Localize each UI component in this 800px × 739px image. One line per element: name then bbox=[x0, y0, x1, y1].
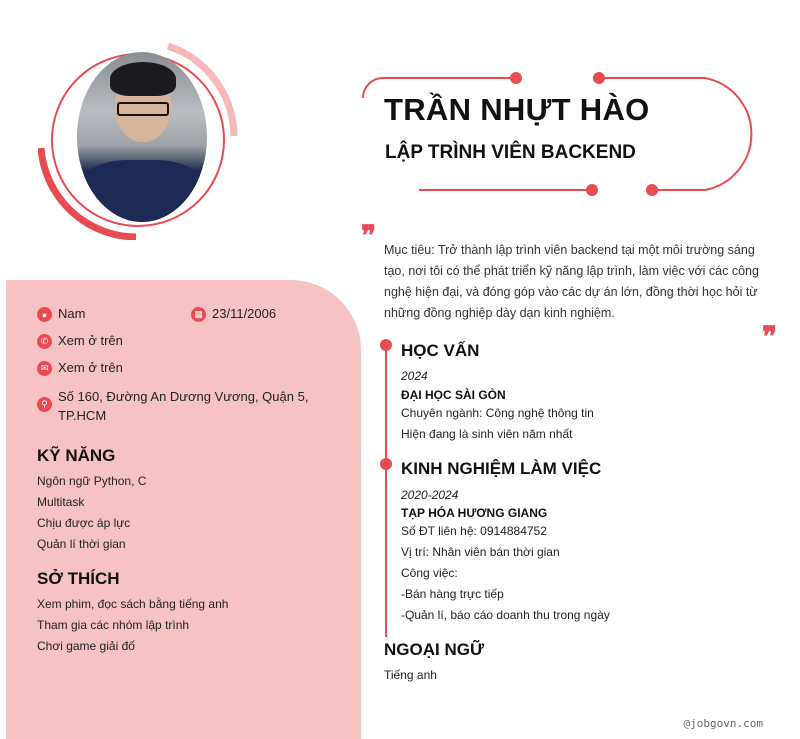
birthday-value: 23/11/2006 bbox=[212, 306, 277, 321]
timeline-dot bbox=[380, 458, 392, 470]
list-item: -Quản lí, báo cáo doanh thu trong ngày bbox=[401, 608, 610, 622]
list-item: Ngôn ngữ Python, C bbox=[37, 474, 147, 488]
education-year: 2024 bbox=[401, 369, 428, 383]
user-icon: ● bbox=[37, 307, 52, 322]
candidate-name: TRẦN NHỰT HÀO bbox=[384, 92, 650, 127]
list-item: -Bán hàng trực tiếp bbox=[401, 587, 504, 601]
education-status: Hiện đang là sinh viên năm nhất bbox=[401, 427, 573, 441]
birthday-row bbox=[191, 306, 276, 322]
objective-text: Mục tiêu: Trở thành lập trình viên backend tại một môi trường sáng tạo, nơi tôi có thể phát triển kỹ năng lập trình, làm việc với các công nghệ hiện đại, và đóng góp vào các dự án lớn, đồng thời học hỏi từ những đồng nghiệp dày dạn kinh nghiệm. bbox=[384, 243, 759, 320]
timeline-dot bbox=[380, 339, 392, 351]
email-value: Xem ở trên bbox=[58, 360, 123, 375]
hobbies-title: SỞ THÍCH bbox=[37, 569, 120, 588]
list-item: Xem phim, đọc sách bằng tiếng anh bbox=[37, 597, 229, 611]
address-row bbox=[37, 387, 327, 425]
education-major: Chuyên ngành: Công nghệ thông tin bbox=[401, 406, 594, 420]
quote-open-icon: ❞ bbox=[361, 219, 377, 252]
quote-close-icon: ❞ bbox=[762, 320, 778, 353]
candidate-role: LẬP TRÌNH VIÊN BACKEND bbox=[385, 142, 636, 163]
gender-value: Nam bbox=[58, 306, 86, 321]
footer-watermark: @jobgovn.com bbox=[683, 717, 763, 730]
list-item: Số ĐT liên hệ: 0914884752 bbox=[401, 524, 547, 538]
experience-period: 2020-2024 bbox=[401, 488, 459, 502]
list-item: Chịu được áp lực bbox=[37, 516, 131, 530]
calendar-icon: ▦ bbox=[191, 307, 206, 322]
list-item: Tham gia các nhóm lập trình bbox=[37, 618, 190, 632]
phone-row bbox=[37, 333, 123, 349]
languages-value: Tiếng anh bbox=[384, 668, 437, 682]
skills-list bbox=[37, 471, 146, 555]
address-value: Số 160, Đường An Dương Vương, Quận 5, TP.HCM bbox=[58, 389, 309, 423]
email-row bbox=[37, 360, 123, 376]
location-icon: ⚲ bbox=[37, 397, 52, 412]
list-item: Multitask bbox=[37, 495, 85, 509]
education-title: HỌC VẤN bbox=[401, 341, 480, 360]
avatar bbox=[77, 52, 207, 222]
phone-icon: ✆ bbox=[37, 334, 52, 349]
phone-value: Xem ở trên bbox=[58, 333, 123, 348]
mail-icon: ✉ bbox=[37, 361, 52, 376]
timeline-line bbox=[385, 345, 387, 637]
education-details bbox=[401, 403, 594, 445]
header-frame bbox=[355, 68, 775, 198]
languages-title: NGOẠI NGỮ bbox=[384, 640, 485, 659]
list-item: Công việc: bbox=[401, 566, 458, 580]
list-item: Vị trí: Nhân viên bán thời gian bbox=[401, 545, 560, 559]
gender-row bbox=[37, 306, 85, 322]
list-item: Chơi game giải đố bbox=[37, 639, 135, 653]
experience-title: KINH NGHIỆM LÀM VIỆC bbox=[401, 459, 602, 478]
experience-details bbox=[401, 521, 610, 626]
skills-title: KỸ NĂNG bbox=[37, 446, 116, 465]
education-school: ĐẠI HỌC SÀI GÒN bbox=[401, 388, 506, 402]
experience-company: TẠP HÓA HƯƠNG GIANG bbox=[401, 506, 548, 520]
hobbies-list bbox=[37, 594, 228, 657]
list-item: Quản lí thời gian bbox=[37, 537, 126, 551]
